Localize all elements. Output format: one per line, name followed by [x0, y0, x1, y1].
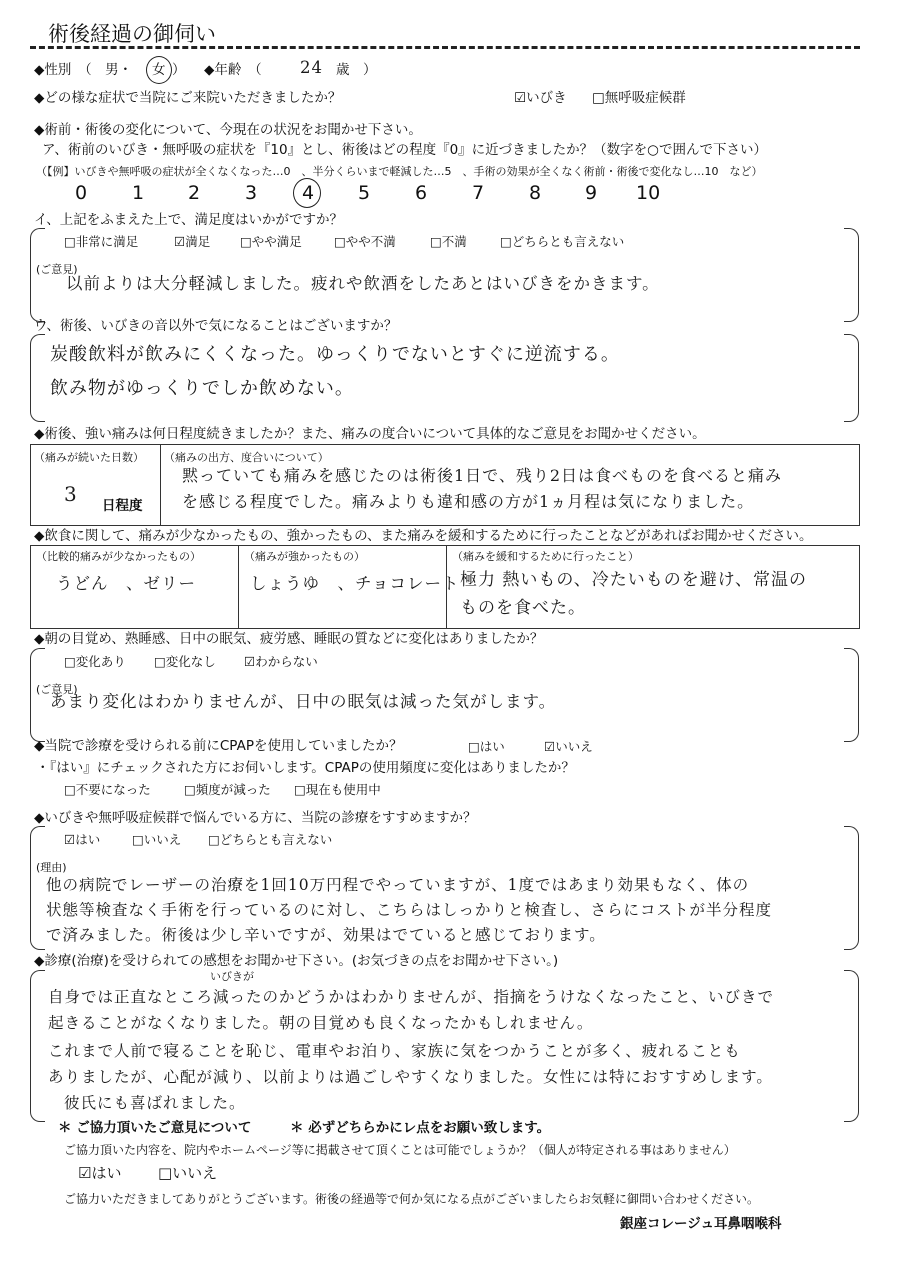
- q2-sub-a: ア、術前のいびき・無呼吸の症状を『10』とし、術後はどの程度『0』に近づきましたか？（数字を○で囲んで下さい）: [42, 142, 767, 158]
- q2-box-right: [844, 228, 859, 322]
- q6-option-unchanged[interactable]: □変化なし: [154, 654, 216, 669]
- q2-sub-i: イ、上記をふまえた上で、満足度はいかがですか？: [34, 212, 344, 228]
- footer-label-right: ＊ 必ずどちらかにレ点をお願い致します。: [290, 1120, 551, 1136]
- q7-label: ◆当院で診療を受けられる前にCPAPを使用していましたか？: [34, 738, 403, 754]
- footer-thanks: ご協力いただきましてありがとうございます。術後の経過等で何か気になる点がございましたらお気軽に御問い合わせください。: [64, 1192, 760, 1206]
- q2-opinion-label: (ご意見): [36, 263, 78, 276]
- q2-label: ◆術前・術後の変化について、今現在の状況をお聞かせ下さい。: [34, 122, 422, 138]
- satisfaction-very[interactable]: □非常に満足: [64, 234, 139, 249]
- q4-days-unit: 日程度: [102, 498, 143, 514]
- footer-option-no[interactable]: □いいえ: [158, 1164, 218, 1182]
- scale-5[interactable]: 5: [358, 182, 371, 204]
- title-rule: [30, 46, 860, 49]
- q5-label: ◆飲食に関して、痛みが少なかったもの、強かったもの、また痛みを緩和するために行ったことなどがあればお聞かせください。: [34, 528, 813, 544]
- footer-question: ご協力頂いた内容を、院内やホームページ等に掲載させて頂くことは可能でしょうか？（個人が特定される事はありません）: [64, 1143, 736, 1157]
- footer-option-yes[interactable]: ☑はい: [78, 1164, 122, 1182]
- scale-row: [0, 184, 900, 210]
- satisfaction-somewhat[interactable]: □やや満足: [240, 234, 302, 249]
- q5-col3-line-1: 極力 熱いもの、冷たいものを避け、常温の: [460, 570, 808, 590]
- q5-col3-line-2: ものを食べた。: [460, 598, 586, 618]
- q3-line-2: 飲み物がゆっくりでしか飲めない。: [50, 378, 354, 399]
- scale-1[interactable]: 1: [132, 182, 145, 204]
- scale-selected-circle: [293, 178, 321, 208]
- page-title: 術後経過の御伺い: [48, 22, 216, 46]
- scale-3[interactable]: 3: [245, 182, 258, 204]
- q7-sub-still[interactable]: □現在も使用中: [294, 782, 381, 797]
- sex-value: 女: [152, 62, 166, 78]
- q5-col1-value: うどん 、ゼリー: [56, 574, 196, 593]
- q8-option-yes[interactable]: ☑はい: [64, 832, 101, 847]
- q7-option-no[interactable]: ☑いいえ: [544, 739, 593, 754]
- sex-label: ◆性別 （ 男・: [34, 62, 133, 78]
- q9-line-2: 起きることがなくなりました。朝の目覚めも良くなったかもしれません。: [48, 1014, 594, 1032]
- q4-divider: [160, 444, 161, 526]
- q7-sub: ・『はい』にチェックされた方にお伺いします。CPAPの使用頻度に変化はありましたか？: [36, 760, 575, 776]
- q4-days-value: 3: [64, 482, 78, 506]
- scale-7[interactable]: 7: [472, 182, 485, 204]
- satisfaction-dissatisfied[interactable]: □不満: [430, 234, 467, 249]
- q9-line-4: ありましたが、心配が減り、以前よりは過ごしやすくなりました。女性には特におすすめします。: [48, 1068, 773, 1086]
- q5-divider-1: [238, 545, 239, 629]
- scale-0[interactable]: 0: [75, 182, 88, 204]
- q7-sub-reduced[interactable]: □頻度が減った: [184, 782, 271, 797]
- scale-9[interactable]: 9: [585, 182, 598, 204]
- q8-box-left: [30, 826, 45, 950]
- q4-detail-label: （痛みの出方、度合いについて）: [164, 451, 329, 464]
- q5-col1-label: （比較的痛みが少なかったもの）: [36, 550, 201, 563]
- q8-reason-line-1: 他の病院でレーザーの治療を1回10万円程でやっていますが、1度ではあまり効果もなく、体の: [46, 876, 750, 894]
- q6-box-right: [844, 648, 859, 742]
- q8-label: ◆いびきや無呼吸症候群で悩んでいる方に、当院の診療をすすめますか？: [34, 810, 477, 826]
- q7-sub-unneeded[interactable]: □不要になった: [64, 782, 151, 797]
- q2-opinion: 以前よりは大分軽減しました。疲れや飲酒をしたあとはいびきをかきます。: [66, 274, 660, 293]
- q3-line-1: 炭酸飲料が飲みにくくなった。ゆっくりでないとすぐに逆流する。: [50, 344, 620, 365]
- scale-2[interactable]: 2: [188, 182, 201, 204]
- q8-option-neutral[interactable]: □どちらとも言えない: [208, 832, 333, 847]
- q5-col3-label: （痛みを緩和するために行ったこと）: [452, 550, 639, 563]
- q6-opinion: あまり変化はわかりませんが、日中の眠気は減った気がします。: [50, 692, 557, 711]
- q4-detail-line-2: を感じる程度でした。痛みよりも違和感の方が1ヵ月程は気になりました。: [182, 492, 755, 511]
- q4-days-label: （痛みが続いた日数）: [34, 451, 144, 464]
- satisfaction-satisfied[interactable]: ☑満足: [174, 234, 211, 249]
- q1-label: ◆どの様な症状で当院にご来院いただきましたか？: [34, 90, 342, 106]
- q4-label: ◆術後、強い痛みは何日程度続きましたか？また、痛みの度合いについて具体的なご意見をお聞かせください。: [34, 426, 706, 442]
- q9-line-5: 彼氏にも喜ばれました。: [64, 1094, 246, 1112]
- q5-col2-label: （痛みが強かったもの）: [244, 550, 365, 563]
- q9-line-3: これまで人前で寝ることを恥じ、電車やお泊り、家族に気をつかうことが多く、疲れることも: [48, 1042, 741, 1060]
- q9-label: ◆診療(治療)を受けられての感想をお聞かせ下さい。(お気づきの点をお聞かせ下さい。): [34, 953, 559, 969]
- q6-option-changed[interactable]: □変化あり: [64, 654, 126, 669]
- scale-6[interactable]: 6: [415, 182, 428, 204]
- scale-8[interactable]: 8: [529, 182, 542, 204]
- q7-option-yes[interactable]: □はい: [468, 739, 505, 754]
- q3-label: ウ、術後、いびきの音以外で気になることはございますか？: [34, 318, 398, 334]
- q1-option-apnea[interactable]: □無呼吸症候群: [592, 90, 686, 106]
- q9-box-left: [30, 970, 45, 1122]
- q9-annotation: いびきが: [210, 970, 254, 983]
- satisfaction-somewhat-dis[interactable]: □やや不満: [334, 234, 396, 249]
- q9-line-1: 自身では正直なところ減ったのかどうかはわかりませんが、指摘をうけなくなったこと、いびきで: [48, 988, 775, 1006]
- q9-box-right: [844, 970, 859, 1122]
- q4-box: [30, 444, 860, 526]
- q6-option-unknown[interactable]: ☑わからない: [244, 654, 318, 669]
- q8-box-right: [844, 826, 859, 950]
- scale-4[interactable]: 4: [302, 182, 315, 204]
- footer-label-left: ＊ ご協力頂いたご意見について: [58, 1120, 252, 1136]
- q8-reason-label: (理由): [36, 861, 67, 874]
- sex-close: ）: [172, 62, 186, 78]
- clinic-name: 銀座コレージュ耳鼻咽喉科: [620, 1216, 782, 1232]
- q8-reason-line-2: 状態等検査なく手術を行っているのに対し、こちらはしっかりと検査し、さらにコストが半分程度: [46, 901, 773, 919]
- q2-example: （【例】いびきや無呼吸の症状が全くなくなった…0 、半分くらいまで軽減した…5 、手術の効果が全くなく術前・術後で変化なし…10 など）: [36, 165, 763, 178]
- q1-option-snoring[interactable]: ☑いびき: [514, 90, 567, 106]
- q8-option-no[interactable]: □いいえ: [132, 832, 182, 847]
- age-unit: 歳 ）: [336, 62, 377, 78]
- satisfaction-neutral[interactable]: □どちらとも言えない: [500, 234, 625, 249]
- q6-opinion-label: (ご意見): [36, 683, 78, 696]
- scale-10[interactable]: 10: [636, 182, 661, 204]
- q3-box-right: [844, 334, 859, 422]
- q4-detail-line-1: 黙っていても痛みを感じたのは術後1日で、残り2日は食べものを食べると痛み: [182, 466, 783, 485]
- age-value: 24: [300, 58, 323, 77]
- q8-reason-line-3: で済みました。術後は少し辛いですが、効果はでていると感じております。: [46, 926, 606, 944]
- q6-label: ◆朝の目覚め、熟睡感、日中の眠気、疲労感、睡眠の質などに変化はありましたか？: [34, 631, 544, 647]
- q5-col2-value: しょうゆ 、チョコレート: [250, 574, 460, 593]
- age-label: ◆年齢 （: [204, 62, 262, 78]
- sex-circle: [146, 56, 172, 84]
- q3-box-left: [30, 334, 45, 422]
